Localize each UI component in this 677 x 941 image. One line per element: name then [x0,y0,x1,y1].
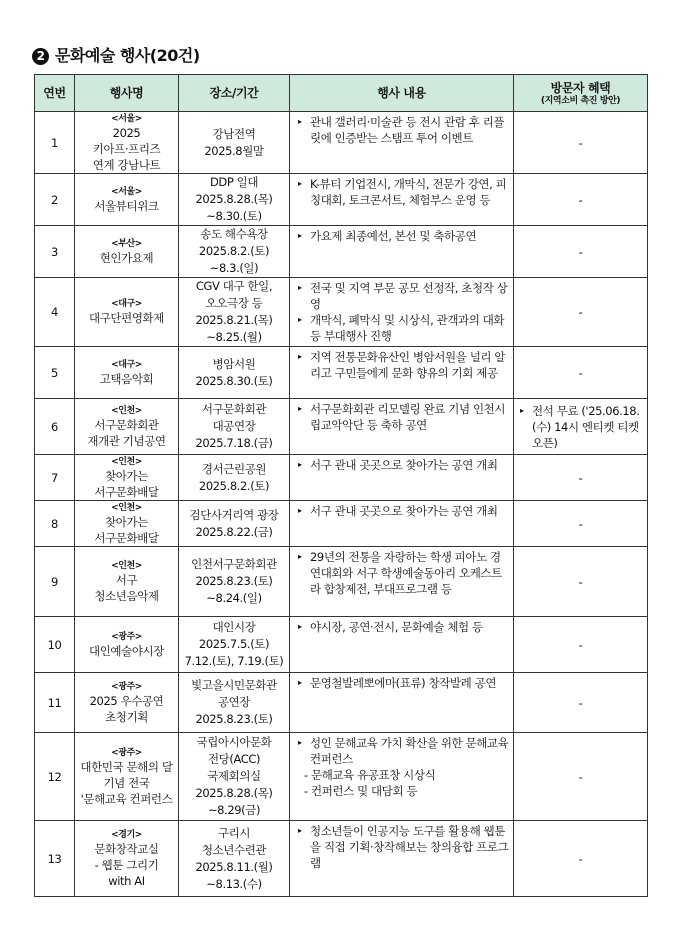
visitor-benefit: - [514,673,648,733]
event-name [75,174,179,226]
bullet-icon: ▸ [520,405,524,415]
bullet-icon: ▸ [298,552,302,561]
table-row [35,673,648,733]
event-content [290,547,514,617]
event-name-line: 대한민국 문해의 달 [80,759,173,774]
event-place-line: 송도 해수욕장 [200,227,268,241]
bullet-icon: ▸ [298,283,302,292]
event-region: <광주> [111,631,142,642]
bullet-icon: ▸ [298,231,302,240]
event-name-line: 연계 강남나트 [92,157,161,172]
event-place-line: 2025.8.2.(토) [198,244,270,258]
visitor-benefit: - [514,733,648,821]
event-place-line: 2025.8.28.(목) [195,192,273,206]
event-name [75,226,179,278]
event-place-line: DDP 일대 [209,175,259,189]
event-place-line: 2025.8.23.(토) [195,712,273,726]
event-place [179,278,290,347]
event-content [290,673,514,733]
content-bullet [298,503,509,519]
bullet-icon: ▸ [298,460,302,469]
visitor-benefit: - [514,174,648,226]
event-place-line: 인천서구문화회관 [191,557,277,571]
event-region: <대구> [111,299,142,309]
content-bullet [298,176,509,208]
event-region: <광주> [111,681,142,692]
header-name: 행사명 [75,75,179,112]
event-place-line: 전당(ACC) [207,752,261,766]
visitor-benefit: - [514,617,648,673]
content-text: 지역 전통문화유산인 병암서원을 널리 알리고 구민들에게 문화 향유의 기회 제공 [310,350,506,380]
section-title-text: 문화예술 행사(20건) [55,46,200,65]
event-place-line: 청소년수련관 [201,842,267,857]
event-content [290,278,514,347]
event-content [290,455,514,501]
content-text: 가요제 최종예선, 본선 및 축하공연 [310,229,477,243]
event-name [75,347,179,399]
event-place [179,547,290,617]
event-place-line: 대공연장 [212,419,256,433]
content-text: 관내 갤러리·미술관 등 전시 관람 후 리플릿에 인증받는 스탬프 투어 이벤트 [310,115,505,145]
event-name-line: 키아프·프리즈 [92,141,161,156]
event-content [290,347,514,399]
header-place: 장소/기간 [179,75,290,112]
event-place [179,617,290,673]
section-number: 2 [32,48,49,65]
event-name [75,278,179,347]
event-place-line: 오오극장 등 [205,296,263,310]
event-place-line: ~8.3.(일) [209,261,259,275]
content-text: 문영철발레뽀에마(표류) 창작발레 공연 [310,676,497,690]
event-name-line: 문화창작교실 [94,841,159,856]
event-name-line: 고택음악회 [99,371,154,386]
table-row [35,501,648,547]
bullet-icon: ▸ [298,826,302,835]
content-text: 야시장, 공연·전시, 문화예술 체험 등 [310,620,483,634]
content-text: 청소년들이 인공지능 도구를 활용해 웹툰을 직접 기획·창작해보는 창의융합 프로그램 [310,824,509,870]
event-content [290,226,514,278]
event-place-line: 경서근린공원 [201,461,267,476]
event-name [75,547,179,617]
event-region: <부산> [111,238,142,249]
event-name [75,501,179,547]
event-place [179,501,290,547]
row-number: 5 [35,347,75,399]
table-header-row [35,75,648,112]
event-name-line: 2025 우수공연 [89,693,164,708]
event-place [179,821,290,897]
table-row [35,226,648,278]
event-place-line: 빛고을시민문화관 [191,678,277,692]
table-row [35,399,648,455]
row-number: 11 [35,673,75,733]
event-place [179,673,290,733]
bullet-icon: ▸ [298,738,302,747]
event-name [75,821,179,897]
event-place [179,455,290,501]
event-place-line: CGV 대구 한일, [195,279,273,293]
event-content [290,399,514,455]
event-name [75,673,179,733]
event-content [290,733,514,821]
row-number: 6 [35,399,75,455]
event-content [290,174,514,226]
table-row [35,112,648,174]
section-title [32,43,200,66]
row-number: 2 [35,174,75,226]
content-subitem: - 문해교육 유공표창 시상식 [304,768,436,782]
header-no: 연번 [35,75,75,112]
event-place-line: 2025.8월말 [204,143,264,158]
event-region: <대구> [111,359,142,370]
event-place-line: 공연장 [217,695,251,709]
event-content [290,112,514,174]
row-number: 7 [35,455,75,501]
header-content: 행사 내용 [290,75,514,112]
event-content [290,821,514,897]
row-number: 3 [35,226,75,278]
event-name-line: 기념 전국 [103,775,150,790]
event-place-line: 구리시 [217,825,251,840]
event-place-line: 검단사거리역 광장 [189,507,279,522]
visitor-benefit: - [514,455,648,501]
event-place-line: 대인시장 [212,620,256,634]
event-name-line: 재개관 기념공연 [87,433,166,448]
event-region: <인천> [111,560,142,571]
header-benefit-main: 방문자 혜택 [550,80,611,95]
content-bullet [298,114,509,146]
event-name-line: 서울뷰티위크 [94,198,159,213]
content-bullet [298,619,509,635]
content-text: 성인 문해교육 가치 확산을 위한 문해교육 컨퍼런스 [310,736,509,766]
content-bullet [298,280,509,312]
content-bullet [298,735,509,767]
event-name-line: 찾아가는 [105,468,148,483]
event-name-line: with AI [108,873,145,888]
event-place-line: 2025.7.18.(금) [195,436,273,450]
table-row [35,547,648,617]
content-bullet [298,457,509,473]
visitor-benefit: - [514,278,648,347]
bullet-icon: ▸ [298,404,302,413]
event-place [179,399,290,455]
event-name-line: 청소년음악제 [94,588,159,603]
content-bullet [298,228,509,244]
content-bullet [298,401,509,433]
table-row [35,347,648,399]
event-place-line: 서구문화회관 [201,402,267,416]
content-bullet [298,312,509,344]
event-place-line: ~8.24.(일) [206,591,262,605]
event-region: <서울> [111,113,142,124]
event-name-line: 대구단편영화제 [89,311,164,325]
event-name-line: 2025 [112,125,141,140]
event-place-line: ~8.25.(월) [206,330,262,344]
content-bullet [520,403,643,451]
event-region: <인천> [111,456,142,467]
event-name-line: 서구문화배달 [94,484,159,499]
event-place-line: 2025.8.22.(금) [195,524,273,539]
row-number: 9 [35,547,75,617]
event-name-line: '문해교육 컨퍼런스 [80,791,173,806]
row-number: 1 [35,112,75,174]
event-name-line: 현인가요제 [99,250,154,265]
row-number: 12 [35,733,75,821]
content-bullet [298,549,509,597]
event-name [75,733,179,821]
bullet-icon: ▸ [298,315,302,324]
header-benefit [514,75,648,112]
content-text: 서구 관내 곳곳으로 찾아가는 공연 개최 [310,458,498,472]
benefit-text: 전석 무료 ('25.06.18.(수) 14시 엔티켓 티켓오픈) [532,403,640,450]
event-place [179,112,290,174]
event-place-line: 2025.8.2.(토) [198,478,270,493]
event-name [75,399,179,455]
event-region: <광주> [111,747,142,758]
event-place-line: 2025.8.28.(목) [195,786,273,800]
content-text: 서구 관내 곳곳으로 찾아가는 공연 개최 [310,504,498,518]
event-name-line: - 웹툰 그리기 [94,857,159,872]
event-region: <경기> [111,829,142,840]
visitor-benefit [514,399,648,455]
bullet-icon: ▸ [298,352,302,361]
visitor-benefit: - [514,501,648,547]
event-name-line: 서구문화회관 [94,417,159,432]
content-bullet [298,823,509,871]
event-region: <인천> [111,405,142,416]
event-place-line: 2025.8.30.(토) [195,373,273,388]
bullet-icon: ▸ [298,678,302,687]
row-number: 13 [35,821,75,897]
event-place [179,174,290,226]
event-place-line: 국제회의실 [207,769,261,783]
event-place-line: ~8.13.(수) [206,876,262,891]
visitor-benefit: - [514,821,648,897]
visitor-benefit: - [514,547,648,617]
event-place [179,347,290,399]
table-row [35,174,648,226]
content-text: K-뷰티 기업전시, 개막식, 전문가 강연, 피칭대회, 토크콘서트, 체험부스 운영 등 [310,177,507,207]
event-place-line: 강남전역 [212,126,256,141]
content-text: 전국 및 지역 부문 공모 선정작, 초청작 상영 [310,281,508,311]
bullet-icon: ▸ [298,117,302,126]
event-region: <인천> [111,502,142,513]
table-row [35,455,648,501]
event-place-line: 2025.8.11.(월) [195,859,273,874]
content-text: 서구문화회관 리모델링 완료 기념 인천시립교악악단 등 축하 공연 [310,402,506,432]
event-name-line: 서구문화배달 [94,530,159,545]
bullet-icon: ▸ [298,179,302,188]
content-subitem: - 컨퍼런스 및 대담회 등 [304,784,418,798]
header-benefit-sub: (지역소비 촉진 방안) [540,95,621,106]
row-number: 10 [35,617,75,673]
event-name [75,455,179,501]
event-name-line: 대인예술야시장 [89,643,164,658]
event-place-line: 7.12.(토), 7.19.(토) [184,654,284,668]
visitor-benefit: - [514,112,648,174]
content-bullet [298,675,509,691]
content-text: 29년의 전통을 자랑하는 학생 피아노 경연대회와 서구 학생예술동아리 오케스트라 합창제전, 부대프로그램 등 [310,550,502,596]
event-place [179,226,290,278]
event-place-line: 2025.8.21.(목) [195,313,273,327]
visitor-benefit: - [514,347,648,399]
event-name-line: 찾아가는 [105,514,148,529]
row-number: 8 [35,501,75,547]
event-name-line: 서구 [115,572,138,587]
event-name [75,112,179,174]
table-row [35,821,648,897]
event-place-line: 국립아시아문화 [196,735,272,749]
content-bullet [298,349,509,381]
row-number: 4 [35,278,75,347]
event-place-line: 2025.7.5.(토) [198,637,270,651]
event-content [290,617,514,673]
content-text: 개막식, 폐막식 및 시상식, 관객과의 대화 등 부대행사 진행 [310,313,505,343]
bullet-icon: ▸ [298,506,302,515]
event-name [75,617,179,673]
event-content [290,501,514,547]
table-row [35,617,648,673]
event-place-line: ~8.30.(토) [206,209,262,223]
event-name-line: 초청기획 [105,709,148,724]
events-table [34,74,648,897]
event-place-line: 2025.8.23.(토) [195,574,273,588]
event-place [179,733,290,821]
table-row [35,733,648,821]
bullet-icon: ▸ [298,622,302,631]
event-place-line: ~8.29(금) [207,803,261,817]
table-row [35,278,648,347]
visitor-benefit: - [514,226,648,278]
event-region: <서울> [111,186,142,197]
event-place-line: 병암서원 [212,356,256,371]
